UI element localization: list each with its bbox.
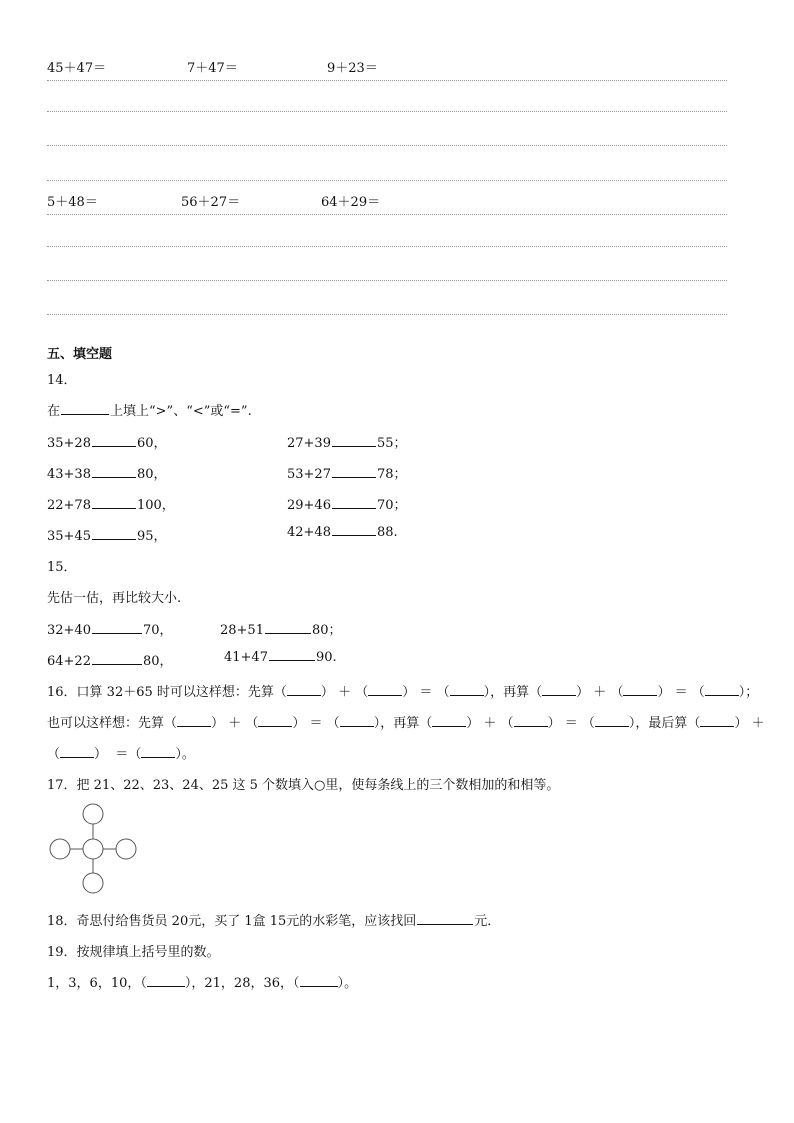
answer-blank[interactable] xyxy=(332,476,376,478)
question-text: ，最后算 xyxy=(635,716,688,731)
expression: 42+48 xyxy=(287,525,331,540)
compare-item xyxy=(47,494,175,513)
answer-blank[interactable] xyxy=(177,714,211,727)
q18 xyxy=(47,910,500,929)
calc-item: 45＋47＝ xyxy=(47,61,107,76)
expression: 35+45 xyxy=(47,529,91,544)
answer-blank[interactable] xyxy=(595,714,629,727)
writing-line xyxy=(47,314,727,315)
expression: 43+38 xyxy=(47,467,91,482)
answer-blank[interactable] xyxy=(92,632,142,634)
answer-blank[interactable] xyxy=(332,445,376,447)
value: 88. xyxy=(376,525,398,540)
circle-cross-diagram xyxy=(46,803,140,895)
question-text: 18．奇思付给售货员 20元，买了 1盒 15元的水彩笔，应该找回 xyxy=(47,914,417,929)
value: 80， xyxy=(142,654,173,669)
q16-line-1: 16．口算 32＋65 时可以这样想：先算（ ） ＋ （ ） ＝ （ ），再算（ ） ＋ （ ） ＝ （ ）； xyxy=(47,685,759,700)
writing-line xyxy=(47,180,727,181)
compare-item xyxy=(224,650,337,665)
number-circle-left[interactable] xyxy=(50,839,70,859)
question-text: 17．把 21、22、23、24、25 这 5 个数填入○里，使每条线上的三个数相加的和相等。 xyxy=(47,778,560,793)
answer-blank[interactable] xyxy=(417,923,473,925)
compare-item xyxy=(287,494,407,513)
number-circle-center[interactable] xyxy=(83,839,103,859)
answer-blank[interactable] xyxy=(450,683,484,696)
compare-item xyxy=(47,463,167,482)
answer-blank[interactable] xyxy=(287,683,321,696)
writing-line xyxy=(47,111,727,112)
calc-item: 9＋23＝ xyxy=(327,61,378,76)
calc-item: 7＋47＝ xyxy=(187,61,238,76)
answer-blank[interactable] xyxy=(340,714,374,727)
question-instruction xyxy=(47,400,252,419)
instruction-text: 在 xyxy=(47,404,61,419)
answer-blank[interactable] xyxy=(332,534,376,536)
expression: 35+28 xyxy=(47,436,91,451)
writing-line xyxy=(47,246,727,247)
question-text: 也可以这样想：先算 xyxy=(47,716,165,731)
expression: 27+39 xyxy=(287,436,331,451)
number-circle-top[interactable] xyxy=(83,804,103,824)
value: 55； xyxy=(376,436,407,451)
compare-item xyxy=(47,525,167,544)
writing-line xyxy=(47,280,727,281)
q19-sequence: 1，3，6，10，（ ），21，28，36，（ ）。 xyxy=(47,976,358,991)
answer-blank[interactable] xyxy=(92,476,136,478)
compare-item xyxy=(287,525,398,540)
expression: 64+22 xyxy=(47,654,91,669)
answer-blank[interactable] xyxy=(432,714,466,727)
calc-item: 56＋27＝ xyxy=(181,195,241,210)
question-text: 元． xyxy=(474,914,501,929)
question-text: ，再算 xyxy=(490,685,530,700)
answer-blank[interactable] xyxy=(700,714,734,727)
expression: 29+46 xyxy=(287,498,331,513)
value: 80； xyxy=(311,623,342,638)
answer-blank[interactable] xyxy=(60,745,94,758)
value: 70， xyxy=(142,623,173,638)
answer-blank[interactable] xyxy=(92,445,136,447)
answer-blank[interactable] xyxy=(265,632,311,634)
answer-blank[interactable] xyxy=(542,683,576,696)
answer-blank[interactable] xyxy=(141,745,175,758)
answer-blank[interactable] xyxy=(61,413,109,415)
answer-blank[interactable] xyxy=(147,974,185,987)
expression: 22+78 xyxy=(47,498,91,513)
answer-blank[interactable] xyxy=(300,974,338,987)
answer-blank[interactable] xyxy=(92,663,142,665)
expression: 41+47 xyxy=(224,650,268,665)
value: 95， xyxy=(136,529,167,544)
expression: 53+27 xyxy=(287,467,331,482)
number-circle-right[interactable] xyxy=(116,839,136,859)
value: 80， xyxy=(136,467,167,482)
answer-blank[interactable] xyxy=(514,714,548,727)
calc-item: 64＋29＝ xyxy=(321,195,381,210)
compare-item xyxy=(47,432,167,451)
writing-line xyxy=(47,145,727,146)
question-text: 19．按规律填上括号里的数。 xyxy=(47,945,220,960)
calc-item: 5＋48＝ xyxy=(47,195,98,210)
compare-item xyxy=(47,619,173,638)
answer-blank[interactable] xyxy=(623,683,657,696)
question-instruction: 先估一估，再比较大小. xyxy=(47,591,182,606)
compare-item xyxy=(287,463,407,482)
question-text: 16．口算 32＋65 时可以这样想：先算 xyxy=(47,685,274,700)
compare-item xyxy=(287,432,407,451)
section-title: 五、填空题 xyxy=(47,347,113,362)
writing-line xyxy=(47,214,727,215)
answer-blank[interactable] xyxy=(92,538,136,540)
expression: 28+51 xyxy=(220,623,264,638)
compare-item xyxy=(220,619,342,638)
question-number: 14． xyxy=(47,373,77,388)
question-number: 15． xyxy=(47,560,77,575)
answer-blank[interactable] xyxy=(92,507,136,509)
compare-item xyxy=(47,650,173,669)
value: 100， xyxy=(136,498,175,513)
answer-blank[interactable] xyxy=(368,683,402,696)
value: 90. xyxy=(315,650,337,665)
instruction-text: 上填上“>”、“<”或“=”. xyxy=(110,404,252,419)
sequence-text: 1，3，6，10， xyxy=(47,976,141,991)
answer-blank[interactable] xyxy=(705,683,739,696)
value: 70； xyxy=(376,498,407,513)
answer-blank[interactable] xyxy=(269,659,315,661)
q16-line-2: 也可以这样想：先算（ ） ＋ （ ） ＝ （ ），再算（ ） ＋ （ ） ＝ （ ），最后算（ ） ＋ xyxy=(47,716,765,731)
question-text: ，再算 xyxy=(380,716,420,731)
sequence-text: ，21，28，36， xyxy=(191,976,294,991)
answer-blank[interactable] xyxy=(332,507,376,509)
answer-blank[interactable] xyxy=(258,714,292,727)
writing-line xyxy=(47,80,727,81)
number-circle-bottom[interactable] xyxy=(83,873,103,893)
value: 78； xyxy=(376,467,407,482)
q16-line-3: （ ） ＝（ ）。 xyxy=(47,747,195,762)
expression: 32+40 xyxy=(47,623,91,638)
value: 60， xyxy=(136,436,167,451)
